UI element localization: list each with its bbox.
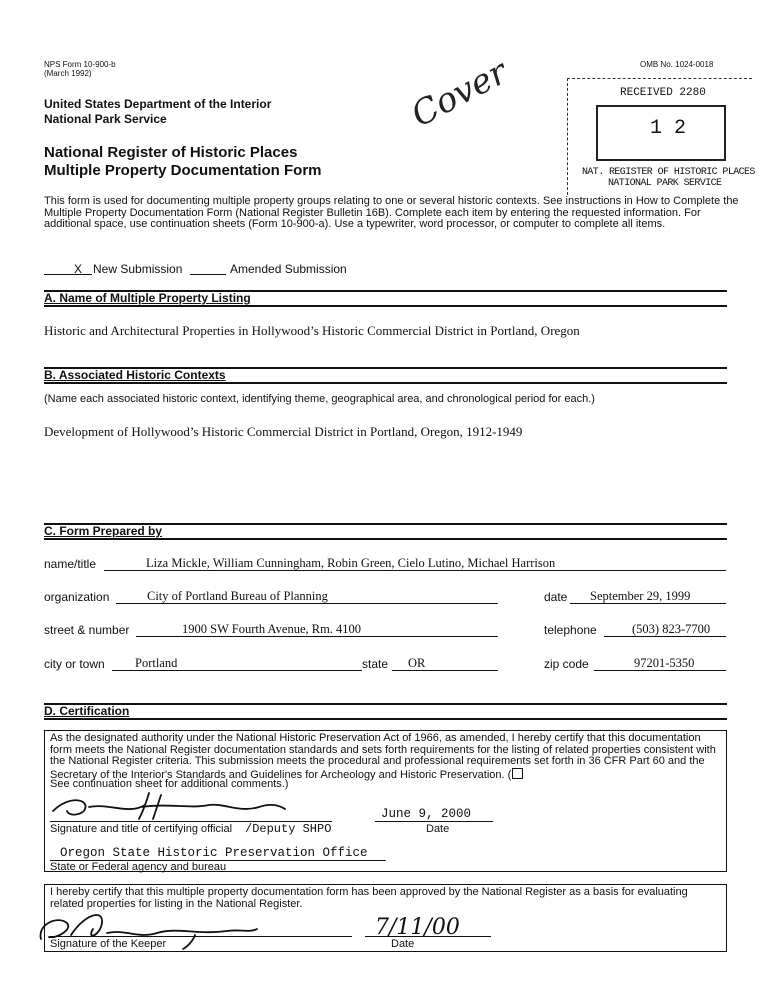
organization-label: organization <box>44 590 110 604</box>
new-submission-label: New Submission <box>93 262 183 276</box>
name-title-label: name/title <box>44 557 97 571</box>
department: United States Department of the Interior <box>44 97 272 111</box>
stamp-line2: NATIONAL PARK SERVICE <box>608 178 722 189</box>
agency-field: Oregon State Historic Preservation Office <box>60 846 368 860</box>
keeper-certification-text: I hereby certify that this multiple property documentation form has been approved by the National Register as a basis for evaluating related properties for listing in the National Register. <box>50 886 688 910</box>
zip-label: zip code <box>544 657 589 671</box>
date-label: date <box>544 590 568 604</box>
city-label: city or town <box>44 657 105 671</box>
form-title-line1: National Register of Historic Places <box>44 144 298 161</box>
stamp-number: 1 2 <box>650 117 687 140</box>
amended-submission-label: Amended Submission <box>230 262 347 276</box>
section-b-instruction: (Name each associated historic context, identifying theme, geographical area, and chronological period for each.) <box>44 393 595 405</box>
service: National Park Service <box>44 112 167 126</box>
stamp-received: RECEIVED 2280 <box>620 87 706 99</box>
agency-label: State or Federal agency and bureau <box>50 861 227 873</box>
form-number: NPS Form 10-900-b <box>44 60 116 69</box>
omb-number: OMB No. 1024-0018 <box>640 60 714 69</box>
new-submission-mark: X <box>74 262 83 276</box>
instructions: This form is used for documenting multiple property groups relating to one or several historic contexts. See instructions in How to Complete the Multiple Property Documentation Form (National Register Bulletin 16B). Complete each item by entering the requested information. For additional space, use continuation sheets (Form 10-900-a). Use a typewriter, word processor, or computer to complete all items. <box>44 195 739 231</box>
street-field: 1900 SW Fourth Avenue, Rm. 4100 <box>182 622 362 636</box>
section-d-heading: D. Certification <box>44 704 130 718</box>
certification-date: June 9, 2000 <box>381 807 472 821</box>
section-b-heading: B. Associated Historic Contexts <box>44 368 226 382</box>
section-a-heading: A. Name of Multiple Property Listing <box>44 291 251 305</box>
multiple-property-name: Historic and Architectural Properties in Hollywood’s Historic Commercial District in Portland, Oregon <box>44 323 580 338</box>
keeper-certification-box <box>44 884 727 952</box>
certification-text: As the designated authority under the National Historic Preservation Act of 1966, as amended, I hereby certify that this documentation form meets the National Register documentation standards and sets forth requirements for the listing of related properties consistent with the National Register criteria. This submission meets the procedural and professional requirements set forth in 36 CFR Part 60 and the Secretary of the Interior's Standards and Guidelines for Archeology and Historic Preservation. ( <box>50 732 716 781</box>
handwritten-cover-note: Cover <box>405 52 514 136</box>
received-stamp <box>567 78 755 195</box>
organization-field: City of Portland Bureau of Planning <box>147 589 328 603</box>
section-c-heading: C. Form Prepared by <box>44 524 163 538</box>
state-label: state <box>362 657 389 671</box>
keeper-date-label: Date <box>391 938 415 950</box>
telephone-label: telephone <box>544 623 597 637</box>
name-title-field: Liza Mickle, William Cunningham, Robin Green, Cielo Lutino, Michael Harrison <box>146 556 556 570</box>
telephone-field: (503) 823-7700 <box>632 622 711 636</box>
certification-box <box>44 730 727 872</box>
date-field: September 29, 1999 <box>590 589 691 603</box>
state-field: OR <box>408 656 426 670</box>
historic-context: Development of Hollywood’s Historic Commercial District in Portland, Oregon, 1912-1949 <box>44 424 523 439</box>
continuation-note: See continuation sheet for additional comments.) <box>50 778 289 790</box>
city-field: Portland <box>135 656 178 670</box>
certifying-official-title: /Deputy SHPO <box>245 822 332 836</box>
continuation-checkbox[interactable] <box>512 768 523 779</box>
street-label: street & number <box>44 623 130 637</box>
form-date: (March 1992) <box>44 69 92 78</box>
stamp-line1: NAT. REGISTER OF HISTORIC PLACES <box>582 167 755 178</box>
keeper-signature-label: Signature of the Keeper <box>50 938 167 950</box>
certification-date-label: Date <box>426 823 450 835</box>
certifying-official-label: Signature and title of certifying official <box>50 823 233 835</box>
form-title-line2: Multiple Property Documentation Form <box>44 162 322 179</box>
keeper-date: 7/11/00 <box>375 915 460 940</box>
zip-field: 97201-5350 <box>634 656 695 670</box>
